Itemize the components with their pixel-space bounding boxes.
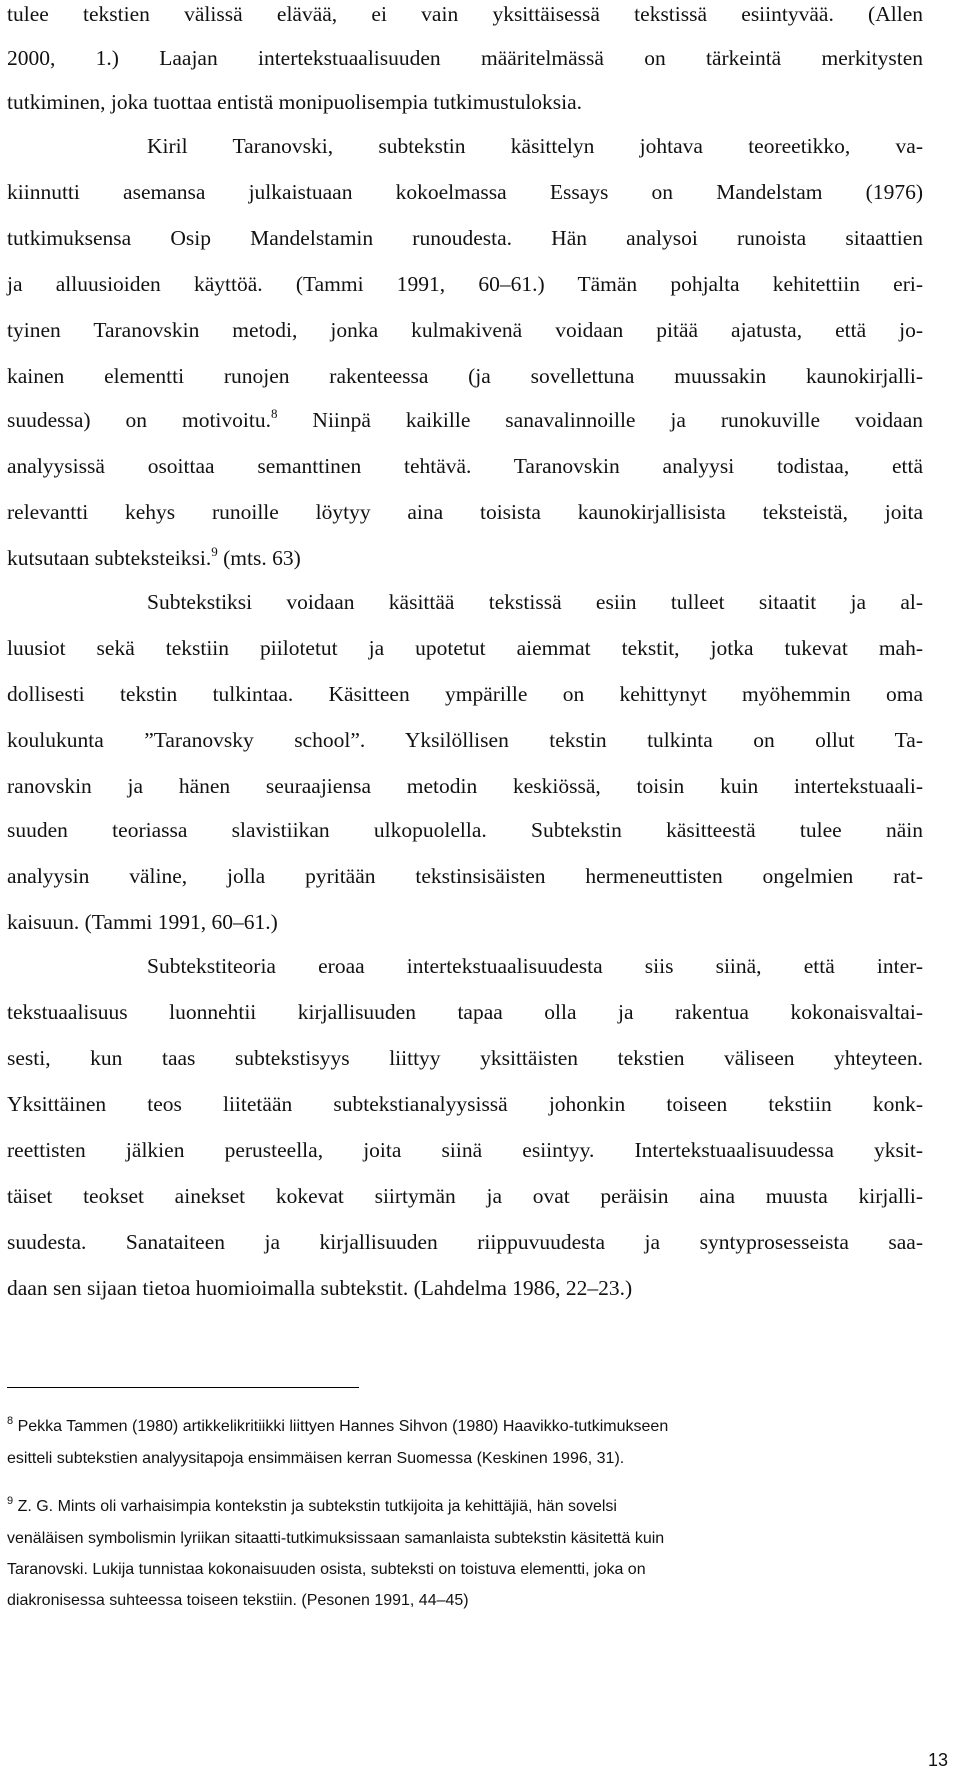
page-number: 13 bbox=[927, 1750, 948, 1770]
footnote-number: 9 bbox=[7, 1495, 14, 1507]
text-line: kainen elementti runojen rakenteessa (ja sovellettuna muussakin kaunokirjalli- bbox=[7, 364, 923, 388]
footnote-line: diakronisessa suhteessa toiseen tekstiin. (Pesonen 1991, 44–45) bbox=[7, 1592, 469, 1609]
text-line: suudesta. Sanataiteen ja kirjallisuuden riippuvuudesta ja syntyprosesseista saa- bbox=[7, 1230, 923, 1254]
footnote-line: venäläisen symbolismin lyriikan sitaatti-tutkimuksissaan samanlaista subtekstin käsitettä kuin bbox=[7, 1530, 665, 1547]
text-line: tulee tekstien välissä elävää, ei vain yksittäisessä tekstissä esiintyvää. (Allen bbox=[7, 2, 923, 26]
text-line: dollisesti tekstin tulkintaa. Käsitteen ympärille on kehittynyt myöhemmin oma bbox=[7, 682, 923, 706]
text-line: Subtekstiteoria eroaa intertekstuaalisuudesta siis siinä, että inter- bbox=[147, 954, 923, 978]
footnote-number: 8 bbox=[7, 1415, 14, 1427]
text-line: tekstuaalisuus luonnehtii kirjallisuuden tapaa olla ja rakentua kokonaisvaltai- bbox=[7, 1000, 923, 1024]
text-line: reettisten jälkien perusteella, joita siinä esiintyy. Intertekstuaalisuudessa yksit- bbox=[7, 1138, 923, 1162]
text-segment: (mts. 63) bbox=[217, 546, 301, 570]
text-line: analyysissä osoittaa semanttinen tehtävä. Taranovskin analyysi todistaa, että bbox=[7, 454, 923, 478]
footnote-text: Pekka Tammen (1980) artikkelikritiikki liittyen Hannes Sihvon (1980) Haavikko-tutkimukseen bbox=[13, 1418, 669, 1435]
text-line: daan sen sijaan tietoa huomioimalla subtekstit. (Lahdelma 1986, 22–23.) bbox=[7, 1276, 633, 1300]
footnote-text: Z. G. Mints oli varhaisimpia kontekstin ja subtekstin tutkijoita ja kehittäjiä, hän sovelsi bbox=[13, 1498, 617, 1515]
text-line: suuden teoriassa slavistiikan ulkopuolella. Subtekstin käsitteestä tulee näin bbox=[7, 818, 923, 842]
text-line: Yksittäinen teos liitetään subtekstianalyysissä johonkin toiseen tekstiin konk- bbox=[7, 1092, 923, 1116]
footnote-ref-8[interactable]: 8 bbox=[270, 406, 278, 421]
text-line: Kiril Taranovski, subtekstin käsittelyn johtava teoreetikko, va- bbox=[147, 134, 923, 158]
text-line: sesti, kun taas subtekstisyys liittyy yksittäisten tekstien väliseen yhteyteen. bbox=[7, 1046, 923, 1070]
text-line bbox=[7, 546, 301, 571]
footnote-ref-9[interactable]: 9 bbox=[211, 544, 218, 559]
text-line: kiinnutti asemansa julkaistuaan kokoelmassa Essays on Mandelstam (1976) bbox=[7, 180, 923, 204]
text-line: Subtekstiksi voidaan käsittää tekstissä esiin tulleet sitaatit ja al- bbox=[147, 590, 923, 614]
text-line: tutkimuksensa Osip Mandelstamin runoudesta. Hän analysoi runoista sitaattien bbox=[7, 226, 923, 250]
text-line: tyinen Taranovskin metodi, jonka kulmakivenä voidaan pitää ajatusta, että jo- bbox=[7, 318, 923, 342]
footnote-line: Taranovski. Lukija tunnistaa kokonaisuuden osista, subteksti on toistuva elementti, joka on bbox=[7, 1561, 646, 1578]
text-line: ranovskin ja hänen seuraajiensa metodin keskiössä, toisin kuin intertekstuaali- bbox=[7, 774, 923, 798]
text-line: kaisuun. (Tammi 1991, 60–61.) bbox=[7, 910, 278, 934]
text-segment: Niinpä kaikille sanavalinnoille ja runokuville voidaan bbox=[277, 408, 923, 432]
text-line: ja alluusioiden käyttöä. (Tammi 1991, 60–61.) Tämän pohjalta kehitettiin eri- bbox=[7, 272, 923, 296]
text-line bbox=[7, 408, 923, 433]
text-segment: suudessa) on motivoitu. bbox=[7, 408, 271, 432]
text-line: relevantti kehys runoille löytyy aina toisista kaunokirjallisista teksteistä, joita bbox=[7, 500, 923, 524]
footnote-9 bbox=[7, 1495, 617, 1516]
text-line: 2000, 1.) Laajan intertekstuaalisuuden määritelmässä on tärkeintä merkitysten bbox=[7, 46, 923, 70]
footnote-separator bbox=[7, 1387, 359, 1388]
text-line: koulukunta ”Taranovsky school”. Yksilöllisen tekstin tulkinta on ollut Ta- bbox=[7, 728, 923, 752]
footnote-line: esitteli subtekstien analyysitapoja ensimmäisen kerran Suomessa (Keskinen 1996, 31). bbox=[7, 1450, 625, 1467]
text-line: analyysin väline, jolla pyritään tekstinsisäisten hermeneuttisten ongelmien rat- bbox=[7, 864, 923, 888]
text-segment: kutsutaan subteksteiksi. bbox=[7, 546, 212, 570]
text-line: luusiot sekä tekstiin piilotetut ja upotetut aiemmat tekstit, jotka tukevat mah- bbox=[7, 636, 923, 660]
footnote-8 bbox=[7, 1415, 669, 1436]
text-line: täiset teokset ainekset kokevat siirtymän ja ovat peräisin aina muusta kirjalli- bbox=[7, 1184, 923, 1208]
text-line: tutkiminen, joka tuottaa entistä monipuolisempia tutkimustuloksia. bbox=[7, 90, 583, 114]
